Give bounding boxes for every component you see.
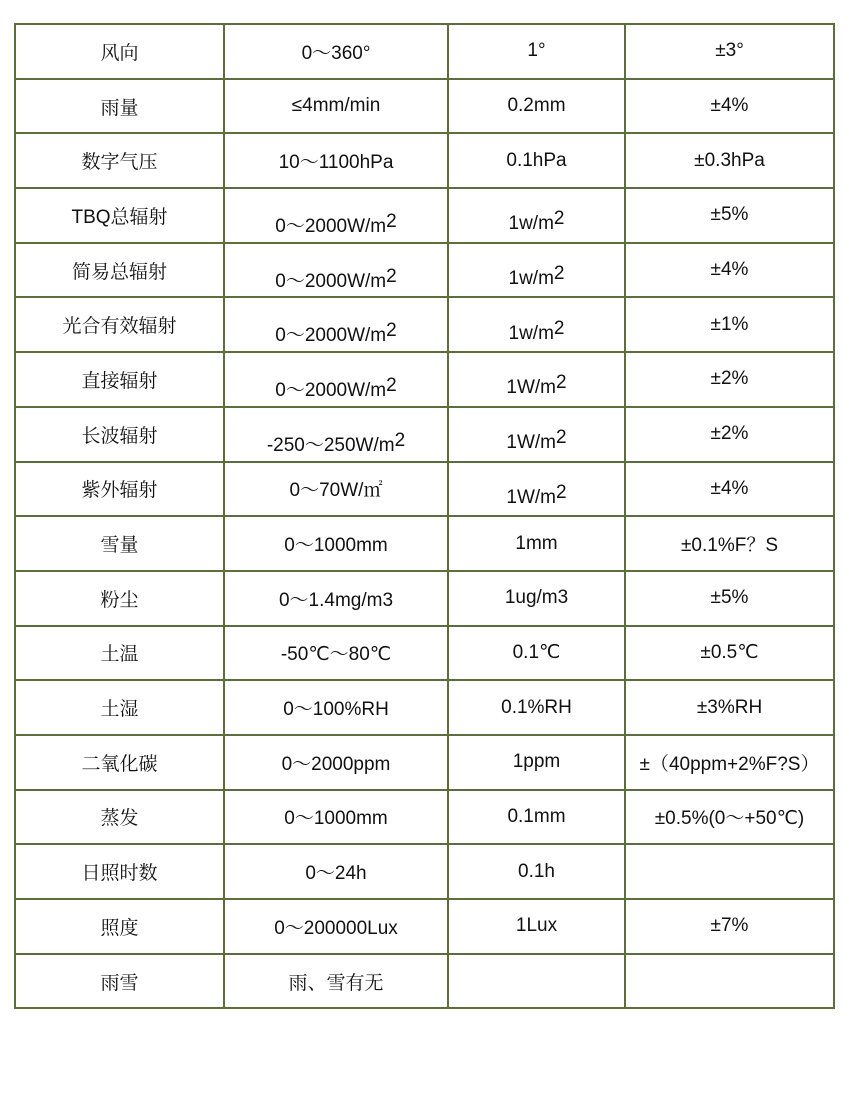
param-range [224, 352, 448, 407]
resolution-unit [506, 372, 567, 399]
table-row [15, 899, 834, 954]
range-exponent: 2 [394, 429, 406, 451]
param-range [224, 188, 448, 243]
table-row [15, 133, 834, 188]
param-name: 粉尘 [15, 571, 224, 626]
param-range [224, 407, 448, 462]
table-row [15, 516, 834, 571]
param-accuracy: ±1% [625, 297, 834, 352]
param-accuracy: ±0.5%(0～+50℃) [625, 790, 834, 845]
param-range: 0～2000ppm [224, 735, 448, 790]
range-unit [275, 374, 397, 401]
param-accuracy: ±（40ppm+2%F?S） [625, 735, 834, 790]
param-accuracy [625, 954, 834, 1009]
table-row [15, 680, 834, 735]
range-exponent: 2 [386, 374, 397, 396]
param-accuracy: ±3%RH [625, 680, 834, 735]
param-resolution: 0.1h [448, 844, 625, 899]
param-range: ≤4mm/min [224, 79, 448, 134]
param-range: 10～1100hPa [224, 133, 448, 188]
param-name: 日照时数 [15, 844, 224, 899]
param-accuracy [625, 844, 834, 899]
param-range [224, 243, 448, 298]
param-resolution [448, 954, 625, 1009]
range-unit [266, 429, 406, 456]
table-row [15, 352, 834, 407]
param-accuracy: ±2% [625, 352, 834, 407]
table-row [15, 735, 834, 790]
param-range [224, 297, 448, 352]
resolution-exponent: 2 [553, 317, 565, 339]
range-exponent: 2 [386, 210, 397, 232]
table-row [15, 462, 834, 517]
param-range: 0～360° [224, 24, 448, 79]
resolution-unit [506, 481, 567, 508]
table-row [15, 407, 834, 462]
param-accuracy: ±7% [625, 899, 834, 954]
param-range: 0～1000mm [224, 516, 448, 571]
resolution-unit [506, 427, 567, 454]
spec-table-body [15, 24, 834, 1008]
resolution-exponent: 2 [556, 372, 567, 394]
resolution-text: 1w/m [508, 322, 554, 344]
param-resolution [448, 462, 625, 517]
param-resolution [448, 352, 625, 407]
resolution-exponent: 2 [556, 481, 567, 503]
table-row [15, 243, 834, 298]
param-accuracy: ±0.5℃ [625, 626, 834, 681]
table-row [15, 954, 834, 1009]
param-name: 简易总辐射 [15, 243, 224, 298]
resolution-unit [508, 208, 565, 235]
param-range: 0～100%RH [224, 680, 448, 735]
param-resolution: 1ppm [448, 735, 625, 790]
param-range: 0～70W/㎡ [224, 462, 448, 517]
param-accuracy: ±5% [625, 188, 834, 243]
param-resolution [448, 188, 625, 243]
param-range: 0～1.4mg/m3 [224, 571, 448, 626]
param-resolution: 0.1℃ [448, 626, 625, 681]
param-name: 风向 [15, 24, 224, 79]
param-resolution: 1Lux [448, 899, 625, 954]
range-text: 0～2000W/m [275, 325, 387, 347]
range-unit [275, 265, 397, 292]
param-name: 长波辐射 [15, 407, 224, 462]
param-resolution [448, 407, 625, 462]
range-unit [275, 320, 397, 347]
resolution-unit [508, 317, 565, 344]
param-name: 紫外辐射 [15, 462, 224, 517]
param-name: TBQ总辐射 [15, 188, 224, 243]
range-unit [275, 210, 397, 237]
resolution-text: 1W/m [506, 486, 557, 508]
table-row [15, 79, 834, 134]
param-accuracy: ±4% [625, 462, 834, 517]
param-range: 0～24h [224, 844, 448, 899]
range-exponent: 2 [386, 265, 397, 287]
param-resolution: 1° [448, 24, 625, 79]
table-row [15, 790, 834, 845]
table-row [15, 844, 834, 899]
table-row [15, 188, 834, 243]
param-name: 数字气压 [15, 133, 224, 188]
param-range: 0～200000Lux [224, 899, 448, 954]
param-name: 雨量 [15, 79, 224, 134]
resolution-text: 1w/m [508, 268, 554, 290]
param-name: 照度 [15, 899, 224, 954]
table-row [15, 626, 834, 681]
param-name: 土温 [15, 626, 224, 681]
param-name: 土湿 [15, 680, 224, 735]
param-accuracy: ±2% [625, 407, 834, 462]
param-range: -50℃～80℃ [224, 626, 448, 681]
param-resolution [448, 297, 625, 352]
resolution-unit [508, 263, 565, 290]
param-accuracy: ±0.1%F？S [625, 516, 834, 571]
param-range: 0～1000mm [224, 790, 448, 845]
resolution-text: 1W/m [506, 432, 557, 454]
range-text: 0～2000W/m [275, 270, 387, 292]
resolution-exponent: 2 [556, 427, 567, 449]
table-row [15, 297, 834, 352]
param-resolution: 1ug/m3 [448, 571, 625, 626]
param-resolution: 0.2mm [448, 79, 625, 134]
param-accuracy: ±3° [625, 24, 834, 79]
param-range: 雨、雪有无 [224, 954, 448, 1009]
param-name: 光合有效辐射 [15, 297, 224, 352]
param-name: 二氧化碳 [15, 735, 224, 790]
range-exponent: 2 [386, 320, 397, 342]
param-name: 雨雪 [15, 954, 224, 1009]
resolution-text: 1W/m [506, 377, 557, 399]
range-text: 0～2000W/m [275, 379, 387, 401]
param-accuracy: ±5% [625, 571, 834, 626]
param-name: 直接辐射 [15, 352, 224, 407]
table-row [15, 571, 834, 626]
param-name: 蒸发 [15, 790, 224, 845]
param-accuracy: ±4% [625, 79, 834, 134]
resolution-exponent: 2 [553, 208, 565, 230]
param-resolution: 1mm [448, 516, 625, 571]
param-accuracy: ±4% [625, 243, 834, 298]
param-resolution: 0.1hPa [448, 133, 625, 188]
resolution-exponent: 2 [553, 263, 565, 285]
range-text: 0～2000W/m [275, 215, 387, 237]
sensor-spec-table [14, 23, 835, 1009]
resolution-text: 1w/m [508, 213, 554, 235]
param-resolution [448, 243, 625, 298]
table-row [15, 24, 834, 79]
param-name: 雪量 [15, 516, 224, 571]
param-resolution: 0.1%RH [448, 680, 625, 735]
param-resolution: 0.1mm [448, 790, 625, 845]
param-accuracy: ±0.3hPa [625, 133, 834, 188]
range-text: -250～250W/m [266, 434, 395, 456]
